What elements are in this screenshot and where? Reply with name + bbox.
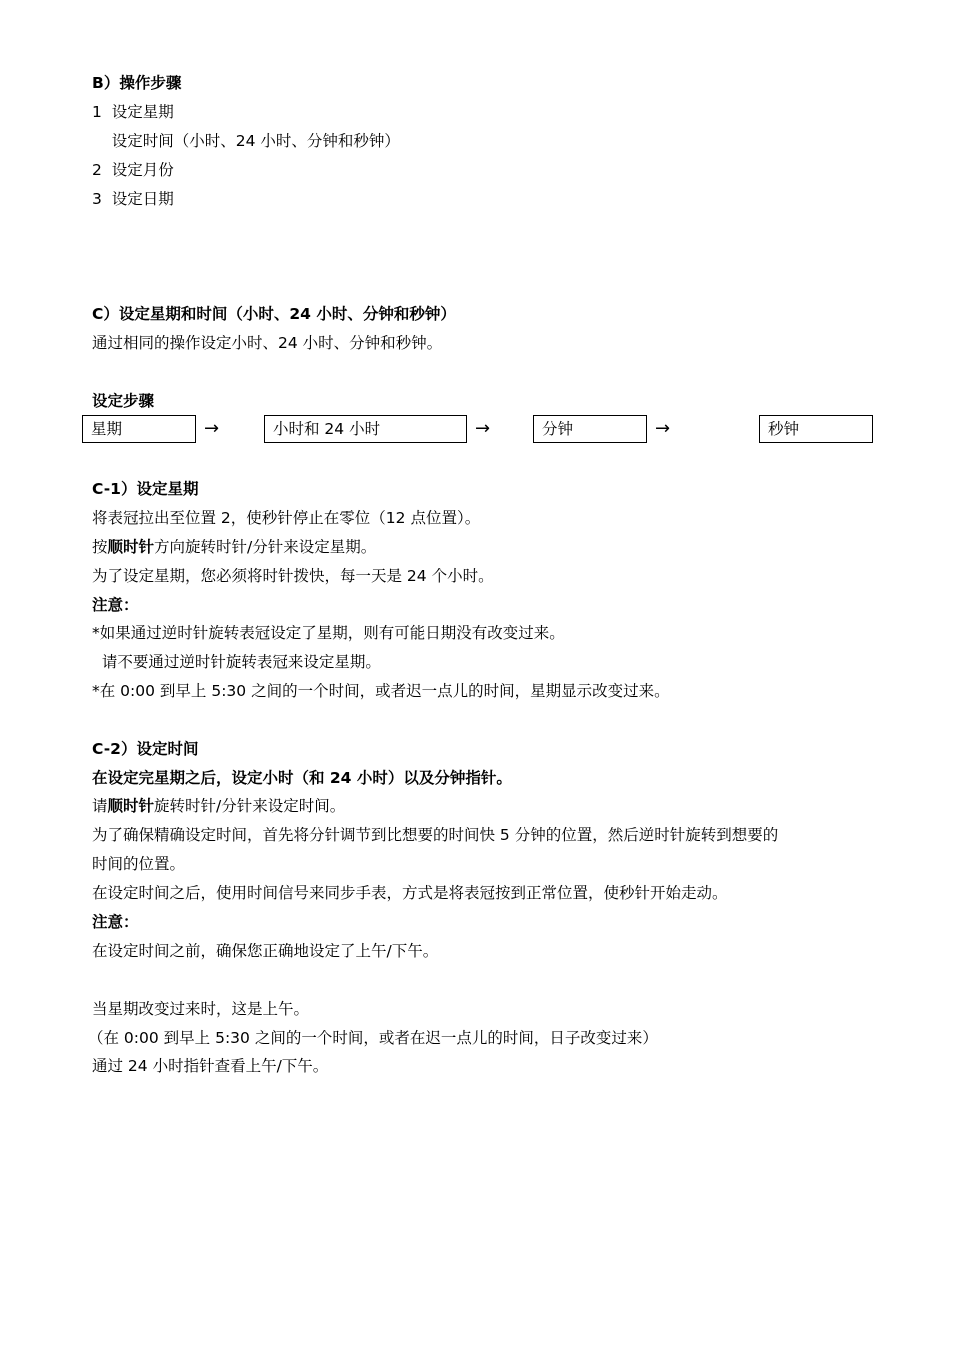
flow-box-second: 秒钟	[759, 415, 873, 443]
c1-paragraph-2: 按顺时针方向旋转时针/分针来设定星期。	[92, 538, 377, 556]
section-c-intro: 通过相同的操作设定小时、24 小时、分钟和秒钟。	[92, 334, 443, 352]
c2-line-q1: 当星期改变过来时，这是上午。	[92, 1000, 310, 1018]
c2-note-label: 注意：	[92, 913, 139, 931]
c1-note-label: 注意：	[92, 596, 139, 614]
step-1-sub: 设定时间（小时、24 小时、分钟和秒钟）	[92, 132, 400, 150]
c2-paragraph-1: 请顺时针旋转时针/分针来设定时间。	[92, 797, 346, 815]
c1-note-1: *如果通过逆时针旋转表冠设定了星期，则有可能日期没有改变过来。	[92, 624, 565, 642]
c2-note-1: 在设定时间之前，确保您正确地设定了上午/下午。	[92, 942, 439, 960]
flow-box-weekday: 星期	[82, 415, 196, 443]
steps-title: 设定步骤	[92, 392, 155, 410]
c1-note-2: 请不要通过逆时针旋转表冠来设定星期。	[92, 653, 381, 671]
section-b-heading: B）操作步骤	[92, 74, 182, 92]
c2-bold-line: 在设定完星期之后，设定小时（和 24 小时）以及分钟指针。	[92, 769, 512, 787]
c2-paragraph-2b: 时间的位置。	[92, 855, 186, 873]
section-c-heading: C）设定星期和时间（小时、24 小时、分钟和秒钟）	[92, 305, 456, 323]
c2-paragraph-3: 在设定时间之后，使用时间信号来同步手表，方式是将表冠按到正常位置，使秒针开始走动。	[92, 884, 728, 902]
step-1: 1 设定星期	[92, 103, 174, 121]
flow-box-minute: 分钟	[533, 415, 647, 443]
flow-arrow-2: →	[475, 418, 491, 439]
section-c2-heading: C-2）设定时间	[92, 740, 199, 758]
step-2: 2 设定月份	[92, 161, 174, 179]
c2-line-q2: （在 0:00 到早上 5:30 之间的一个时间，或者在迟一点儿的时间，日子改变过来）	[88, 1029, 658, 1047]
c1-note-3: *在 0:00 到早上 5:30 之间的一个时间，或者迟一点儿的时间，星期显示改变过来。	[92, 682, 670, 700]
c2-paragraph-2a: 为了确保精确设定时间，首先将分针调节到比想要的时间快 5 分钟的位置，然后逆时针旋转到想要的	[92, 826, 779, 844]
step-3: 3 设定日期	[92, 190, 174, 208]
c1-paragraph-3: 为了设定星期，您必须将时针拨快，每一天是 24 个小时。	[92, 567, 494, 585]
c1-paragraph-1: 将表冠拉出至位置 2，使秒针停止在零位（12 点位置）。	[92, 509, 481, 527]
section-c1-heading: C-1）设定星期	[92, 480, 199, 498]
flow-arrow-3: →	[655, 418, 671, 439]
c2-line-q3: 通过 24 小时指针查看上午/下午。	[92, 1057, 329, 1075]
flow-arrow-1: →	[204, 418, 220, 439]
flow-box-hour: 小时和 24 小时	[264, 415, 467, 443]
